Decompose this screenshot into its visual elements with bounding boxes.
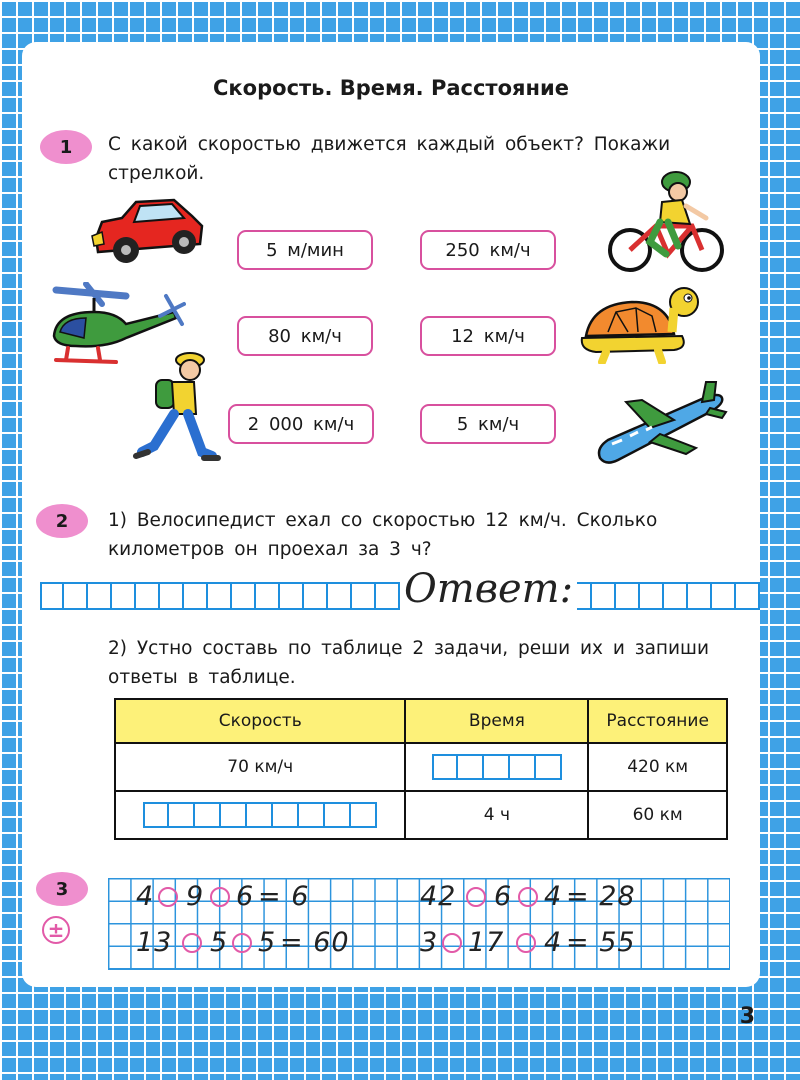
speed-card[interactable]: 5 м/мин	[237, 230, 373, 270]
table-cell: 4 ч	[405, 791, 588, 839]
operation-circle[interactable]	[516, 933, 536, 953]
table-row	[115, 743, 727, 791]
workbook-page	[22, 42, 760, 987]
table-header: Расстояние	[588, 699, 727, 743]
handwritten-number: 4	[544, 881, 563, 912]
handwritten-number: 3	[420, 927, 439, 958]
handwritten-number: = 55	[566, 927, 636, 958]
speed-answer-cell[interactable]	[115, 791, 405, 839]
speed-card[interactable]: 250 км/ч	[420, 230, 556, 270]
task2-part1-text: 1) Велосипедист ехал со скоростью 12 км/ч. Сколько километров он проехал за 3 ч?	[108, 510, 658, 560]
car-icon	[88, 192, 210, 270]
handwritten-number: 4	[544, 927, 563, 958]
handwritten-number: 13	[136, 927, 173, 958]
handwritten-number: 17	[468, 927, 505, 958]
handwritten-number: = 28	[566, 881, 636, 912]
task-number-badge: 3	[36, 872, 88, 906]
operation-circle[interactable]	[182, 933, 202, 953]
handwritten-number: 5	[258, 927, 277, 958]
speed-card[interactable]: 80 км/ч	[237, 316, 373, 356]
table-row	[115, 791, 727, 839]
task2-part2-text: 2) Устно составь по таблице 2 задачи, реши их и запиши ответы в таблице.	[108, 638, 709, 688]
table-cell: 60 км	[588, 791, 727, 839]
handwritten-number: 6	[494, 881, 513, 912]
page-title: Скорость. Время. Расстояние	[213, 76, 569, 100]
speed-card[interactable]: 2 000 км/ч	[228, 404, 374, 444]
handwritten-number: 9	[186, 881, 205, 912]
speed-card[interactable]: 5 км/ч	[420, 404, 556, 444]
task-number-badge: 2	[36, 504, 88, 538]
operation-circle[interactable]	[518, 887, 538, 907]
handwritten-number: 6	[236, 881, 255, 912]
table-header: Скорость	[115, 699, 405, 743]
operation-circle[interactable]	[210, 887, 230, 907]
table-cell: 420 км	[588, 743, 727, 791]
page-number: 3	[739, 1004, 755, 1029]
table-cell: 70 км/ч	[115, 743, 405, 791]
airplane-icon	[594, 378, 728, 466]
turtle-icon	[578, 286, 702, 364]
handwritten-number: = 60	[280, 927, 350, 958]
operation-circle[interactable]	[442, 933, 462, 953]
hiker-icon	[132, 352, 222, 462]
task1-text: С какой скоростью движется каждый объект? Покажи стрелкой.	[108, 134, 671, 184]
handwritten-number: = 6	[258, 881, 310, 912]
handwritten-number: 4	[136, 881, 155, 912]
answer-label: Ответ:	[400, 564, 577, 614]
operation-circle[interactable]	[466, 887, 486, 907]
speed-time-distance-table	[114, 698, 728, 840]
operation-circle[interactable]	[232, 933, 252, 953]
time-answer-cell[interactable]	[405, 743, 588, 791]
task-number-badge: 1	[40, 130, 92, 164]
handwritten-number: 5	[210, 927, 229, 958]
cyclist-icon	[606, 170, 726, 278]
handwritten-number: 42	[420, 881, 457, 912]
table-header: Время	[405, 699, 588, 743]
speed-card[interactable]: 12 км/ч	[420, 316, 556, 356]
operation-circle[interactable]	[158, 887, 178, 907]
plus-minus-icon: ±	[42, 916, 70, 944]
